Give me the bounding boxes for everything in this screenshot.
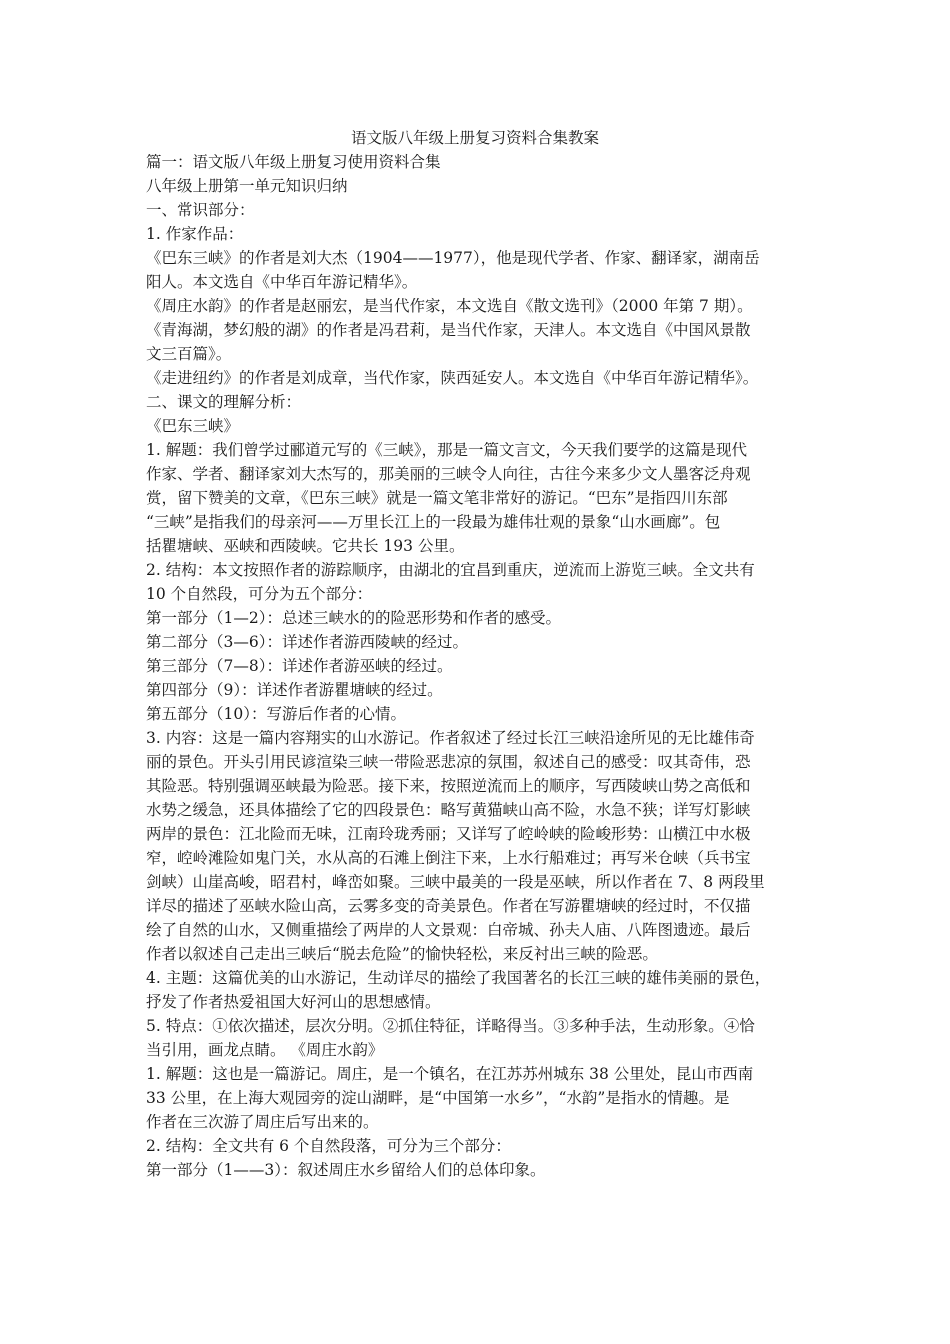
text-line: “三峡”是指我们的母亲河——万里长江上的一段最为雄伟壮观的景象“山水画廊”。包 <box>146 513 721 531</box>
text-line: 第四部分（9）：详述作者游瞿塘峡的经过。 <box>146 681 443 699</box>
text-line: 阳人。本文选自《中华百年游记精华》。 <box>146 273 418 291</box>
document-body <box>146 150 816 1182</box>
text-line: 括瞿塘峡、巫峡和西陵峡。它共长 193 公里。 <box>146 537 465 555</box>
text-line: 窄，崆岭滩险如鬼门关，水从高的石滩上倒注下来，上水行船难过；再写米仓峡（兵书宝 <box>146 849 751 867</box>
text-line: 1. 解题：这也是一篇游记。周庄，是一个镇名，在江苏苏州城东 38 公里处，昆山市西南 <box>146 1065 754 1083</box>
text-line: 详尽的描述了巫峡水险山高，云雾多变的奇美景色。作者在写游瞿塘峡的经过时，不仅描 <box>146 897 751 915</box>
text-line: 其险恶。特别强调巫峡最为险恶。接下来，按照逆流而上的顺序，写西陵峡山势之高低和 <box>146 777 751 795</box>
text-line: 第三部分（7—8）：详述作者游巫峡的经过。 <box>146 657 453 675</box>
text-line: 剑峡）山崖高峻，昭君村，峰峦如聚。三峡中最美的一段是巫峡，所以作者在 7、8 两段里 <box>146 873 765 891</box>
text-line: 《青海湖，梦幻般的湖》的作者是冯君莉，是当代作家，天津人。本文选自《中国风景散 <box>146 321 751 339</box>
text-line: 第五部分（10）：写游后作者的心情。 <box>146 705 406 723</box>
text-line: 两岸的景色：江北险而无味，江南玲珑秀丽；又详写了崆岭峡的险峻形势：山横江中水极 <box>146 825 751 843</box>
text-line: 10 个自然段，可分为五个部分： <box>146 585 373 603</box>
text-line: 作者以叙述自己走出三峡后“脱去危险”的愉快轻松，来反衬出三峡的险恶。 <box>146 945 658 963</box>
text-line: 33 公里，在上海大观园旁的淀山湖畔，是“中国第一水乡”，“水韵”是指水的情趣。是 <box>146 1089 730 1107</box>
document-title: 语文版八年级上册复习资料合集教案 <box>350 129 599 147</box>
text-line: 丽的景色。开头引用民谚渲染三峡一带险恶悲凉的氛围，叙述自己的感受：叹其奇伟，恐 <box>146 753 751 771</box>
text-line: 当引用，画龙点睛。 《周庄水韵》 <box>146 1041 384 1059</box>
text-line: 一、常识部分： <box>146 201 255 219</box>
text-line: 5. 特点：①依次描述，层次分明。②抓住特征，详略得当。③多种手法，生动形象。④恰 <box>146 1017 755 1035</box>
text-line: 《巴东三峡》 <box>146 417 240 435</box>
text-line: 水势之缓急，还具体描绘了它的四段景色：略写黄猫峡山高不险，水急不狭；详写灯影峡 <box>146 801 751 819</box>
text-line: 《周庄水韵》的作者是赵丽宏，是当代作家，本文选自《散文选刊》（2000 年第 7 期）。 <box>146 297 753 315</box>
text-line: 2. 结构：本文按照作者的游踪顺序，由湖北的宜昌到重庆，逆流而上游览三峡。全文共有 <box>146 561 755 579</box>
text-line: 文三百篇》。 <box>146 345 232 363</box>
text-line: 3. 内容：这是一篇内容翔实的山水游记。作者叙述了经过长江三峡沿途所见的无比雄伟奇 <box>146 729 755 747</box>
text-line: 《巴东三峡》的作者是刘大杰（1904——1977），他是现代学者、作家、翻译家，湖南岳 <box>146 249 760 267</box>
text-line: 1. 解题：我们曾学过郦道元写的《三峡》，那是一篇文言文，今天我们要学的这篇是现代 <box>146 441 747 459</box>
text-line: 赏，留下赞美的文章，《巴东三峡》就是一篇文笔非常好的游记。“巴东”是指四川东部 <box>146 489 728 507</box>
text-line: 1. 作家作品： <box>146 225 244 243</box>
text-line: 4. 主题：这篇优美的山水游记，生动详尽的描绘了我国著名的长江三峡的雄伟美丽的景色， <box>146 969 771 987</box>
text-line: 作者在三次游了周庄后写出来的。 <box>146 1113 379 1131</box>
text-line: 第二部分（3—6）：详述作者游西陵峡的经过。 <box>146 633 468 651</box>
text-line: 第一部分（1——3）：叙述周庄水乡留给人们的总体印象。 <box>146 1161 546 1179</box>
text-line: 2. 结构：全文共有 6 个自然段落，可分为三个部分： <box>146 1137 511 1155</box>
text-line: 绘了自然的山水，又侧重描绘了两岸的人文景观：白帝城、孙夫人庙、八阵图遗迹。最后 <box>146 921 751 939</box>
text-line: 第一部分（1—2）：总述三峡水的的险恶形势和作者的感受。 <box>146 609 561 627</box>
text-line: 二、课文的理解分析： <box>146 393 302 411</box>
text-line: 抒发了作者热爱祖国大好河山的思想感情。 <box>146 993 441 1011</box>
text-line: 作家、学者、翻译家刘大杰写的，那美丽的三峡令人向往，古往今来多少文人墨客泛舟观 <box>146 465 751 483</box>
text-line: 八年级上册第一单元知识归纳 <box>146 177 348 195</box>
text-line: 篇一：语文版八年级上册复习使用资料合集 <box>146 153 441 171</box>
text-line: 《走进纽约》的作者是刘成章，当代作家，陕西延安人。本文选自《中华百年游记精华》。 <box>146 369 759 387</box>
